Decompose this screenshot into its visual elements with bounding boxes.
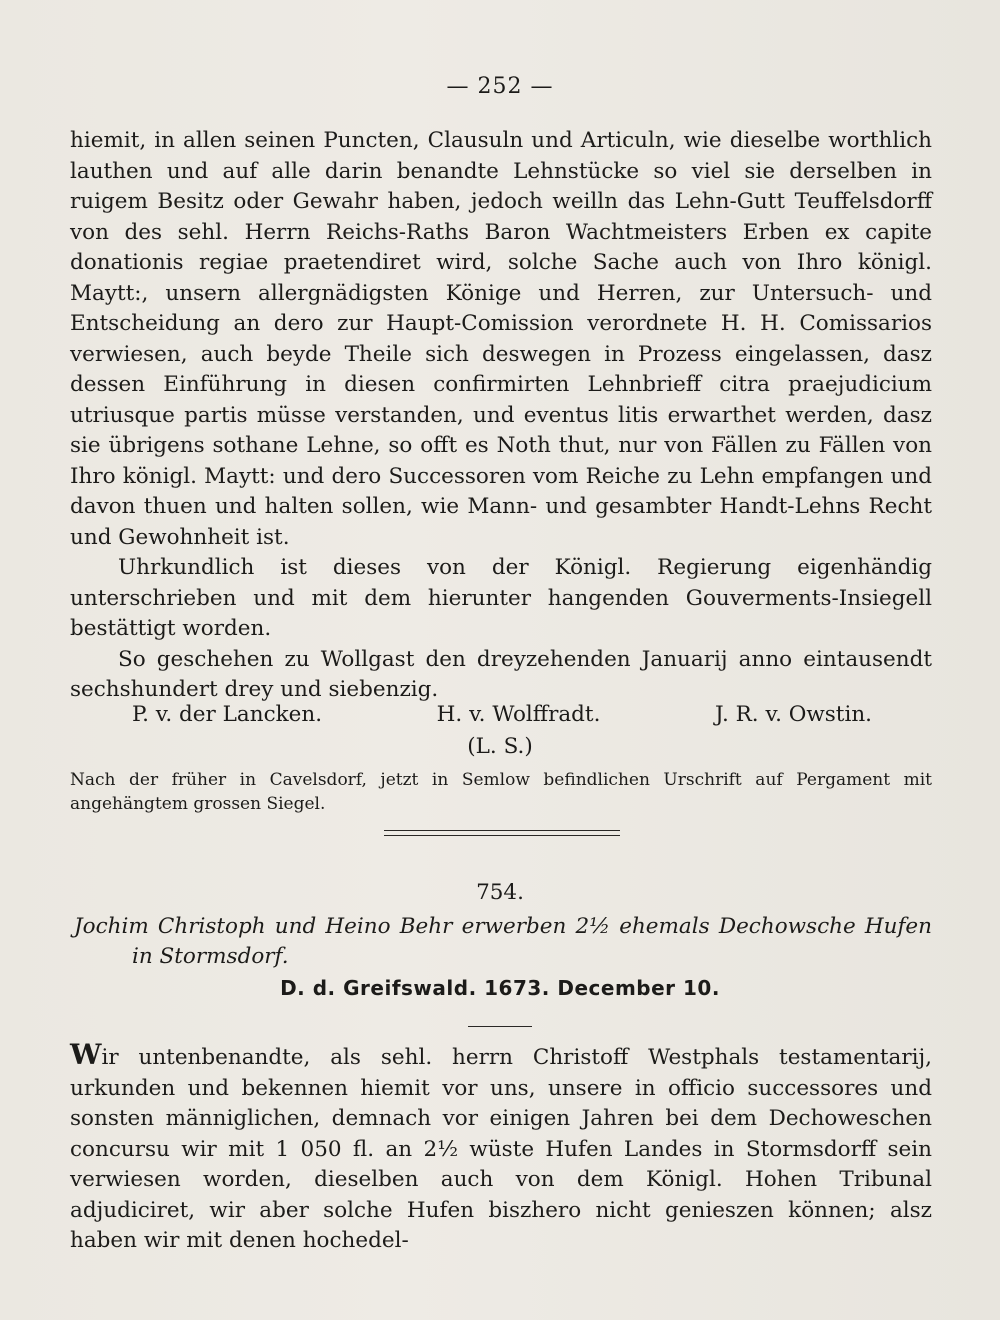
signature: J. R. v. Owstin. bbox=[715, 702, 872, 727]
source-note: Nach der früher in Cavelsdorf, jetzt in Semlow befindlichen Urschrift auf Pergament mit angehängtem grossen Siegel. bbox=[70, 770, 932, 814]
document-title: Jochim Christoph und Heino Behr erwerben 2½ ehemals Dechowsche Hufen in Stormsdorf. bbox=[74, 914, 932, 969]
document-number: 754. bbox=[476, 880, 524, 905]
paragraph-text: ir untenbenandte, als sehl. herrn Christoff Westphals testamentarij, urkunden und bekennen hiemit vor uns, unsere in officio successores und sonsten männiglichen, demnach vor einigen Jahren bei dem Dechoweschen concursu wir mit 1 050 fl. an 2½ wüste Hufen Landes in Stormsdorff sein verwiesen worden, dieselben auch von dem Königl. Hohen Tribunal adjudiciret, wir aber solche Hufen biszhero nicht genieszen können; alsz haben wir mit denen hochedel- bbox=[70, 1045, 932, 1253]
short-divider bbox=[468, 1026, 532, 1027]
drop-cap: W bbox=[70, 1038, 102, 1071]
signature: H. v. Wolffradt. bbox=[436, 702, 601, 727]
document-text-section bbox=[70, 1040, 932, 1257]
continued-text-section bbox=[70, 126, 932, 706]
signature: P. v. der Lancken. bbox=[132, 702, 323, 727]
paragraph: hiemit, in allen seinen Puncten, Clausuln und Articuln, wie dieselbe worthlich lauthen und auf alle darin benandte Lehnstücke so viel sie derselben in ruigem Besitz oder Gewahr haben, jedoch weilln das Lehn-Gutt Teuffelsdorff von des sehl. Herrn Reichs-Raths Baron Wachtmeisters Erben ex capite donationis regiae praetendiret wird, solche Sache auch von Ihro königl. Maytt:, unsern allergnädigsten Könige und Herren, zur Untersuch- und Entscheidung an dero zur Haupt-Comission verordnete H. H. Comissarios verwiesen, auch beyde Theile sich deswegen in Prozess eingelassen, dasz dessen Einführung in diesen confirmirten Lehnbrieff citra praejudicium utriusque partis müsse verstanden, und eventus litis erwarthet werden, dasz sie übrigens sothane Lehne, so offt es Noth thut, nur von Fällen zu Fällen von Ihro königl. Maytt: und dero Successoren vom Reiche zu Lehn empfangen und davon thuen und halten sollen, wie Mann- und gesambter Handt-Lehns Recht und Gewohnheit ist. bbox=[70, 128, 932, 550]
page-number: — 252 — bbox=[446, 74, 554, 99]
seal-mark: (L. S.) bbox=[467, 734, 533, 759]
paragraph: So geschehen zu Wollgast den dreyzehenden Januarij anno eintausendt sechshundert drey und siebenzig. bbox=[70, 646, 932, 702]
paragraph bbox=[70, 1040, 932, 1257]
section-divider bbox=[384, 830, 620, 836]
paragraph: Uhrkundlich ist dieses von der Königl. Regierung eigenhändig unterschrieben und mit dem hierunter hangenden Gouverments-Insiegell bestättigt worden. bbox=[70, 555, 932, 641]
dateline: D. d. Greifswald. 1673. December 10. bbox=[280, 976, 720, 1000]
signature-line bbox=[132, 702, 872, 727]
